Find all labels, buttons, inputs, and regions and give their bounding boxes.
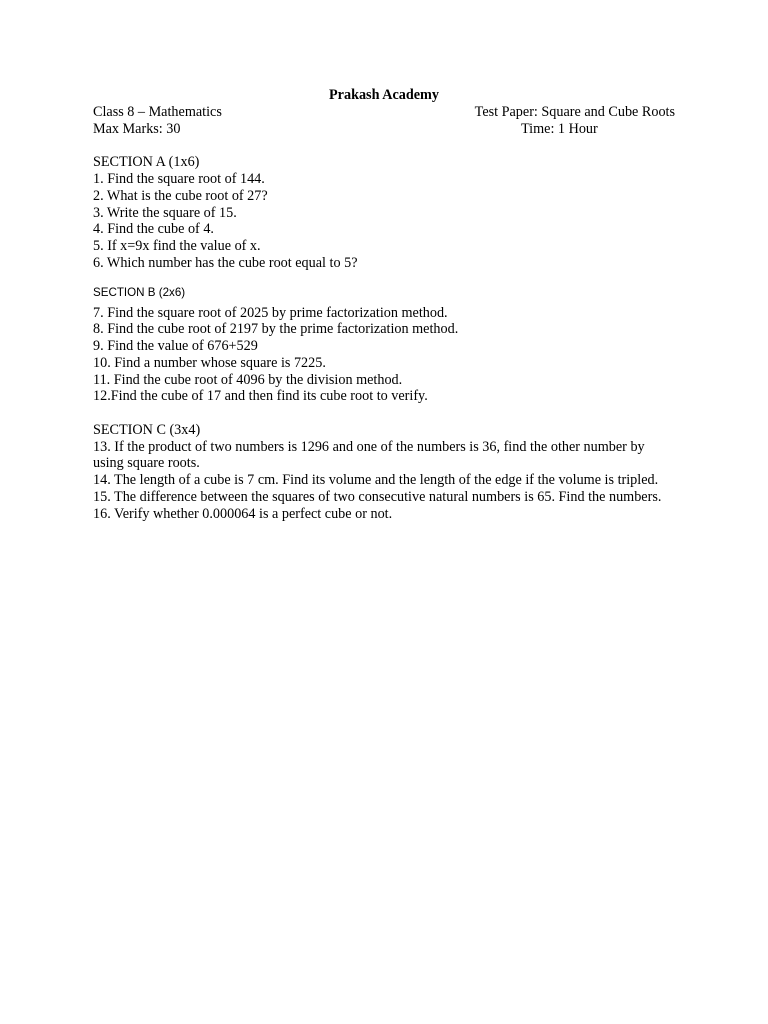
question-item: 8. Find the cube root of 2197 by the prime factorization method. <box>93 321 459 338</box>
question-item: 9. Find the value of 676+529 <box>93 338 258 354</box>
section-a-heading: SECTION A (1x6) <box>93 154 200 171</box>
question-item: 6. Which number has the cube root equal to 5? <box>93 254 358 271</box>
section-c-questions <box>93 439 675 523</box>
question-item: 1. Find the square root of 144. <box>93 171 265 187</box>
test-paper-page <box>93 86 675 522</box>
question-item: 14. The length of a cube is 7 cm. Find its volume and the length of the edge if the volume is tripled. <box>93 472 659 488</box>
question-item: 15. The difference between the squares of two consecutive natural numbers is 65. Find the numbers. <box>93 488 662 505</box>
question-item: 2. What is the cube root of 27? <box>93 187 268 204</box>
header-row-2 <box>93 121 675 138</box>
question-item: 11. Find the cube root of 4096 by the division method. <box>93 371 403 388</box>
question-item: 5. If x=9x find the value of x. <box>93 238 261 254</box>
spacer <box>93 138 675 155</box>
question-item: 12.Find the cube of 17 and then find its cube root to verify. <box>93 388 428 405</box>
page-title: Prakash Academy <box>329 87 439 103</box>
section-c-heading: SECTION C (3x4) <box>93 421 201 438</box>
test-paper-label: Test Paper: Square and Cube Roots <box>474 104 675 120</box>
max-marks-label: Max Marks: 30 <box>93 120 181 137</box>
spacer <box>93 405 675 422</box>
time-label: Time: 1 Hour <box>521 120 598 137</box>
header-row-1 <box>93 104 675 121</box>
question-item: 16. Verify whether 0.000064 is a perfect cube or not. <box>93 505 393 522</box>
section-a-questions <box>93 171 675 272</box>
question-item: 7. Find the square root of 2025 by prime factorization method. <box>93 304 448 321</box>
question-item: 10. Find a number whose square is 7225. <box>93 354 326 371</box>
class-subject-label: Class 8 – Mathematics <box>93 104 222 120</box>
section-b-questions <box>93 305 675 406</box>
question-item: 4. Find the cube of 4. <box>93 221 214 238</box>
question-item: 13. If the product of two numbers is 1296 and one of the numbers is 36, find the other number by using square roots. <box>93 438 645 472</box>
section-b-heading: SECTION B (2x6) <box>93 285 186 299</box>
question-item: 3. Write the square of 15. <box>93 204 237 221</box>
